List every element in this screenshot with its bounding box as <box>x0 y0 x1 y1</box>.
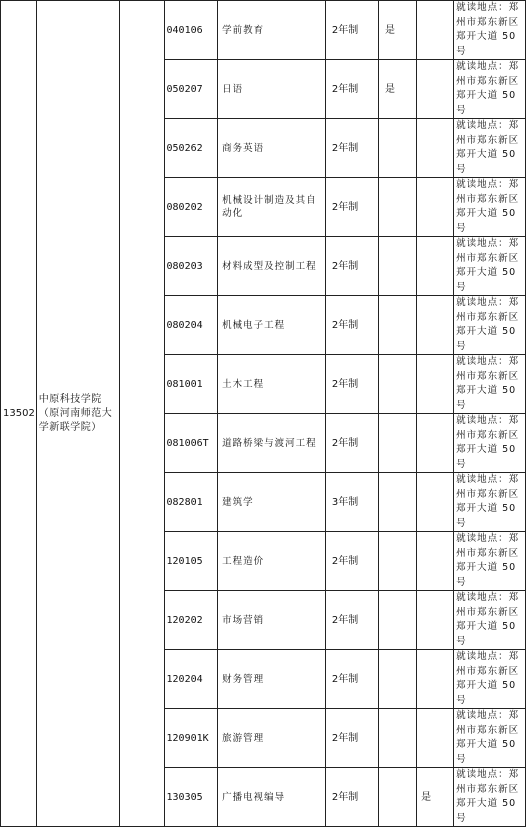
flag-column-a <box>378 296 416 355</box>
flag-column-a <box>378 650 416 709</box>
flag-column-a <box>378 768 416 827</box>
major-name: 市场营销 <box>218 591 326 650</box>
study-location: 就读地点：郑州市郑东新区郑开大道 50号 <box>454 768 526 827</box>
flag-column-b <box>417 650 454 709</box>
major-code: 080203 <box>164 237 218 296</box>
major-name: 旅游管理 <box>218 709 326 768</box>
flag-column-b <box>417 591 454 650</box>
major-code: 080204 <box>164 296 218 355</box>
flag-column-b <box>417 532 454 591</box>
study-duration: 2年制 <box>325 591 378 650</box>
study-duration: 2年制 <box>325 532 378 591</box>
study-duration: 2年制 <box>325 119 378 178</box>
major-name: 道路桥梁与渡河工程 <box>218 414 326 473</box>
major-name: 广播电视编导 <box>218 768 326 827</box>
study-location: 就读地点：郑州市郑东新区郑开大道 50号 <box>454 473 526 532</box>
study-duration: 3年制 <box>325 473 378 532</box>
study-location: 就读地点：郑州市郑东新区郑开大道 50号 <box>454 60 526 119</box>
study-location: 就读地点：郑州市郑东新区郑开大道 50号 <box>454 178 526 237</box>
study-duration: 2年制 <box>325 296 378 355</box>
flag-column-b <box>417 473 454 532</box>
study-location: 就读地点：郑州市郑东新区郑开大道 50号 <box>454 355 526 414</box>
flag-column-a <box>378 591 416 650</box>
blank-column <box>119 1 164 827</box>
program-table-body <box>1 1 526 827</box>
flag-column-a <box>378 237 416 296</box>
flag-column-b <box>417 296 454 355</box>
study-location: 就读地点：郑州市郑东新区郑开大道 50号 <box>454 1 526 60</box>
study-location: 就读地点：郑州市郑东新区郑开大道 50号 <box>454 296 526 355</box>
flag-column-a <box>378 119 416 178</box>
institution-name: 中原科技学院（原河南师范大学新联学院） <box>36 1 119 827</box>
major-name: 财务管理 <box>218 650 326 709</box>
major-name: 建筑学 <box>218 473 326 532</box>
study-duration: 2年制 <box>325 237 378 296</box>
flag-column-a <box>378 355 416 414</box>
study-location: 就读地点：郑州市郑东新区郑开大道 50号 <box>454 237 526 296</box>
flag-column-a <box>378 709 416 768</box>
flag-column-b <box>417 119 454 178</box>
major-code: 050207 <box>164 60 218 119</box>
major-code: 050262 <box>164 119 218 178</box>
study-duration: 2年制 <box>325 414 378 473</box>
major-code: 082801 <box>164 473 218 532</box>
flag-column-b <box>417 709 454 768</box>
study-duration: 2年制 <box>325 709 378 768</box>
institution-code: 13502 <box>1 1 37 827</box>
major-name: 商务英语 <box>218 119 326 178</box>
study-duration: 2年制 <box>325 60 378 119</box>
major-code: 130305 <box>164 768 218 827</box>
flag-column-b <box>417 60 454 119</box>
study-duration: 2年制 <box>325 355 378 414</box>
study-location: 就读地点：郑州市郑东新区郑开大道 50号 <box>454 709 526 768</box>
major-name: 日语 <box>218 60 326 119</box>
major-name: 材料成型及控制工程 <box>218 237 326 296</box>
flag-column-b <box>417 355 454 414</box>
study-location: 就读地点：郑州市郑东新区郑开大道 50号 <box>454 119 526 178</box>
flag-column-a <box>378 473 416 532</box>
major-code: 080202 <box>164 178 218 237</box>
study-duration: 2年制 <box>325 1 378 60</box>
major-name: 机械电子工程 <box>218 296 326 355</box>
study-location: 就读地点：郑州市郑东新区郑开大道 50号 <box>454 414 526 473</box>
major-code: 081006T <box>164 414 218 473</box>
study-location: 就读地点：郑州市郑东新区郑开大道 50号 <box>454 650 526 709</box>
major-code: 120105 <box>164 532 218 591</box>
study-location: 就读地点：郑州市郑东新区郑开大道 50号 <box>454 591 526 650</box>
major-code: 120204 <box>164 650 218 709</box>
flag-column-b: 是 <box>417 768 454 827</box>
major-name: 学前教育 <box>218 1 326 60</box>
major-name: 工程造价 <box>218 532 326 591</box>
major-name: 机械设计制造及其自动化 <box>218 178 326 237</box>
study-duration: 2年制 <box>325 650 378 709</box>
flag-column-b <box>417 237 454 296</box>
major-code: 040106 <box>164 1 218 60</box>
flag-column-a <box>378 178 416 237</box>
study-duration: 2年制 <box>325 768 378 827</box>
major-code: 120202 <box>164 591 218 650</box>
flag-column-b <box>417 414 454 473</box>
major-code: 120901K <box>164 709 218 768</box>
flag-column-a <box>378 532 416 591</box>
study-duration: 2年制 <box>325 178 378 237</box>
flag-column-a: 是 <box>378 60 416 119</box>
flag-column-b <box>417 1 454 60</box>
flag-column-b <box>417 178 454 237</box>
major-name: 土木工程 <box>218 355 326 414</box>
flag-column-a <box>378 414 416 473</box>
table-row <box>1 1 526 60</box>
flag-column-a: 是 <box>378 1 416 60</box>
major-code: 081001 <box>164 355 218 414</box>
study-location: 就读地点：郑州市郑东新区郑开大道 50号 <box>454 532 526 591</box>
